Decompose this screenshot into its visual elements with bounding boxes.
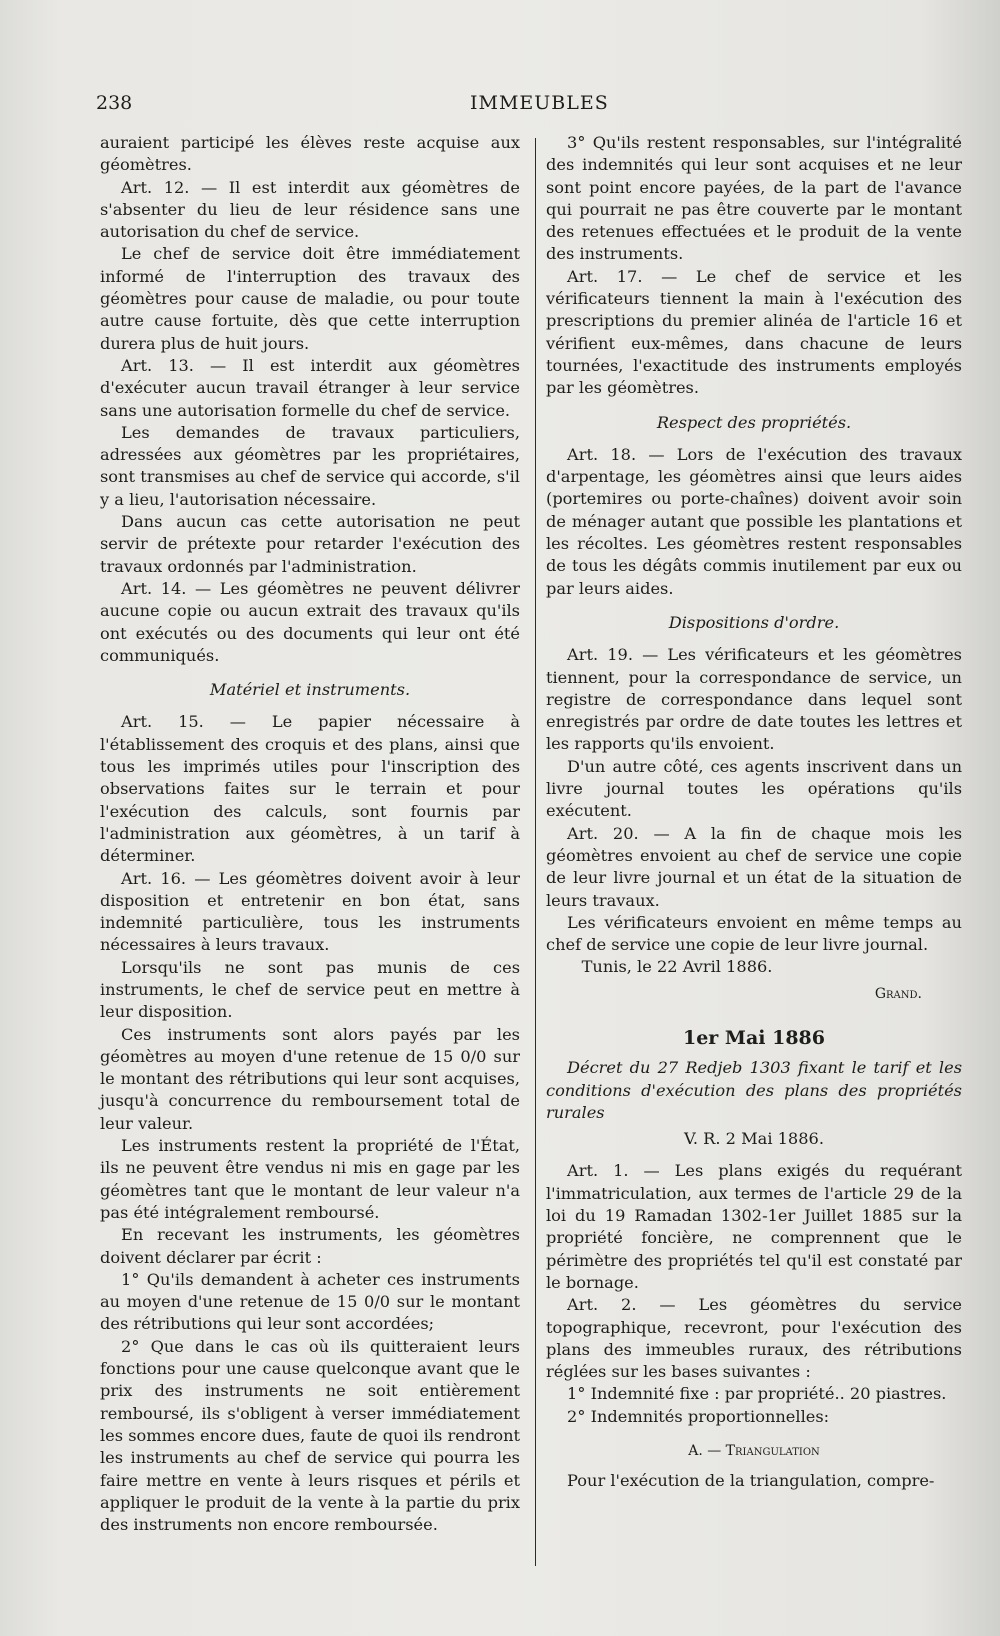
paragraph: Pour l'exécution de la triangulation, compre- bbox=[567, 1471, 935, 1491]
page-header bbox=[0, 92, 1000, 122]
paragraph: Art. 15. — Le papier nécessaire à l'établissement des croquis et des plans, ainsi que tous les imprimés utiles pour l'inscription des observations faites sur le terrain et pour l'exécution des calculs, sont fournis par l'administration aux géomètres, à un tarif à déterminer. bbox=[100, 712, 520, 866]
right-column bbox=[546, 132, 962, 1493]
list-item: 2° Indemnités proportionnelles: bbox=[567, 1406, 830, 1426]
paragraph: Art. 1. — Les plans exigés du requérant l'immatriculation, aux termes de l'article 29 de la loi du 19 Ramadan 1302-1er Juillet 1885 sur la propriété foncière, ne comprennent que le périmètre des propriétés tel qu'il est constaté par le bornage. bbox=[546, 1161, 962, 1292]
paragraph: Art. 14. — Les géomètres ne peuvent délivrer aucune copie ou aucun extrait des travaux qu'ils ont exécutés ou des documents qui leur ont été communiqués. bbox=[100, 578, 520, 665]
paragraph: Art. 18. — Lors de l'exécution des travaux d'arpentage, les géomètres ainsi que leurs aides (portemires ou porte-chaînes) doivent avoir soin de ménager autant que possible les plantations et les récoltes. Les géomètres restent responsables de tous les dégâts commis inutilement par eux ou par leurs aides. bbox=[546, 444, 962, 598]
running-head: IMMEUBLES bbox=[470, 92, 609, 114]
left-column bbox=[100, 132, 520, 1536]
column-divider bbox=[535, 138, 536, 1566]
paragraph: Lorsqu'ils ne sont pas munis de ces instruments, le chef de service peut en mettre à leur disposition. bbox=[100, 957, 520, 1022]
paragraph: Les demandes de travaux particuliers, adressées aux géomètres par les propriétaires, sont transmises au chef de service qui accorde, s'il y a lieu, l'autorisation nécessaire. bbox=[100, 422, 520, 509]
subsection-heading: A. — Triangulation bbox=[688, 1443, 820, 1460]
paragraph: D'un autre côté, ces agents inscrivent dans un livre journal toutes les opérations qu'ils exécutent. bbox=[546, 756, 962, 821]
list-item: 1° Qu'ils demandent à acheter ces instruments au moyen d'une retenue de 15 0/0 sur le montant des rétributions qui leur sont accordées; bbox=[100, 1269, 520, 1334]
section-heading: Matériel et instruments. bbox=[209, 680, 411, 700]
date-heading: 1er Mai 1886 bbox=[683, 1026, 825, 1049]
paragraph: Les instruments restent la propriété de l'État, ils ne peuvent être vendus ni mis en gage par les géomètres tant que le montant de leur valeur n'a pas été intégralement remboursé. bbox=[100, 1136, 520, 1222]
paragraph: Art. 19. — Les vérificateurs et les géomètres tiennent, pour la correspondance de service, un registre de correspondance dans lequel sont enregistrés par ordre de date toutes les lettres et les rapports qu'ils envoient. bbox=[546, 645, 962, 754]
paragraph: Art. 2. — Les géomètres du service topographique, recevront, pour l'exécution des plans des immeubles ruraux, des rétributions réglées sur les bases suivantes : bbox=[546, 1295, 962, 1382]
section-heading: Dispositions d'ordre. bbox=[668, 612, 840, 632]
paragraph: Art. 20. — A la fin de chaque mois les géomètres envoient au chef de service une copie de leur livre journal et un état de la situation de leurs travaux. bbox=[546, 823, 962, 910]
paragraph: 3° Qu'ils restent responsables, sur l'intégralité des indemnités qui leur sont acquises et ne leur sont point encore payées, de la part de l'avance qui pourrait ne pas être couverte par le montant des retenues effectuées et le produit de la vente des instruments. bbox=[546, 133, 962, 264]
paragraph: auraient participé les élèves reste acquise aux géomètres. bbox=[100, 133, 520, 175]
signature: Grand. bbox=[874, 985, 922, 1002]
list-item: 2° Que dans le cas où ils quitteraient leurs fonctions pour une cause quelconque avant que le prix des instruments ne soit entièrement remboursé, ils s'obligent à verser immédiatement les sommes encore dues, faute de quoi ils rendront les instruments au chef de service qui pourra les faire mettre en vente à leurs risques et périls et appliquer le produit de la vente à la partie du prix des instruments non encore remboursée. bbox=[100, 1336, 520, 1535]
paragraph: Dans aucun cas cette autorisation ne peut servir de prétexte pour retarder l'exécution des travaux ordonnés par l'administration. bbox=[100, 512, 520, 576]
list-item: 1° Indemnité fixe : par propriété.. 20 piastres. bbox=[567, 1384, 947, 1404]
decree-title: Décret du 27 Redjeb 1303 fixant le tarif et les conditions d'exécution des plans des propriétés rurales bbox=[546, 1058, 962, 1122]
page-number: 238 bbox=[96, 92, 133, 114]
paragraph: Le chef de service doit être immédiatement informé de l'interruption des travaux des géomètres pour cause de maladie, ou pour toute autre cause fortuite, dès que cette interruption durera plus de huit jours. bbox=[100, 244, 520, 353]
paragraph: Les vérificateurs envoient en même temps au chef de service une copie de leur livre journal. bbox=[546, 912, 962, 955]
place-date: Tunis, le 22 Avril 1886. bbox=[581, 957, 773, 977]
publication-reference: V. R. 2 Mai 1886. bbox=[684, 1129, 824, 1149]
paragraph: Art. 13. — Il est interdit aux géomètres d'exécuter aucun travail étranger à leur service sans une autorisation formelle du chef de service. bbox=[100, 355, 520, 420]
paragraph: Ces instruments sont alors payés par les géomètres au moyen d'une retenue de 15 0/0 sur le montant des rétributions qui leur sont acquises, jusqu'à concurrence du remboursement total de leur valeur. bbox=[100, 1024, 520, 1133]
paragraph: En recevant les instruments, les géomètres doivent déclarer par écrit : bbox=[100, 1225, 520, 1267]
paragraph: Art. 12. — Il est interdit aux géomètres de s'absenter du lieu de leur résidence sans une autorisation du chef de service. bbox=[100, 177, 520, 242]
paragraph: Art. 16. — Les géomètres doivent avoir à leur disposition et entretenir en bon état, sans indemnité particulière, tous les instruments nécessaires à leurs travaux. bbox=[100, 868, 520, 955]
section-heading: Respect des propriétés. bbox=[656, 412, 852, 432]
paragraph: Art. 17. — Le chef de service et les vérificateurs tiennent la main à l'exécution des prescriptions du premier alinéa de l'article 16 et vérifient eux-mêmes, dans chacune de leurs tournées, l'exactitude des instruments employés par les géomètres. bbox=[546, 266, 962, 398]
